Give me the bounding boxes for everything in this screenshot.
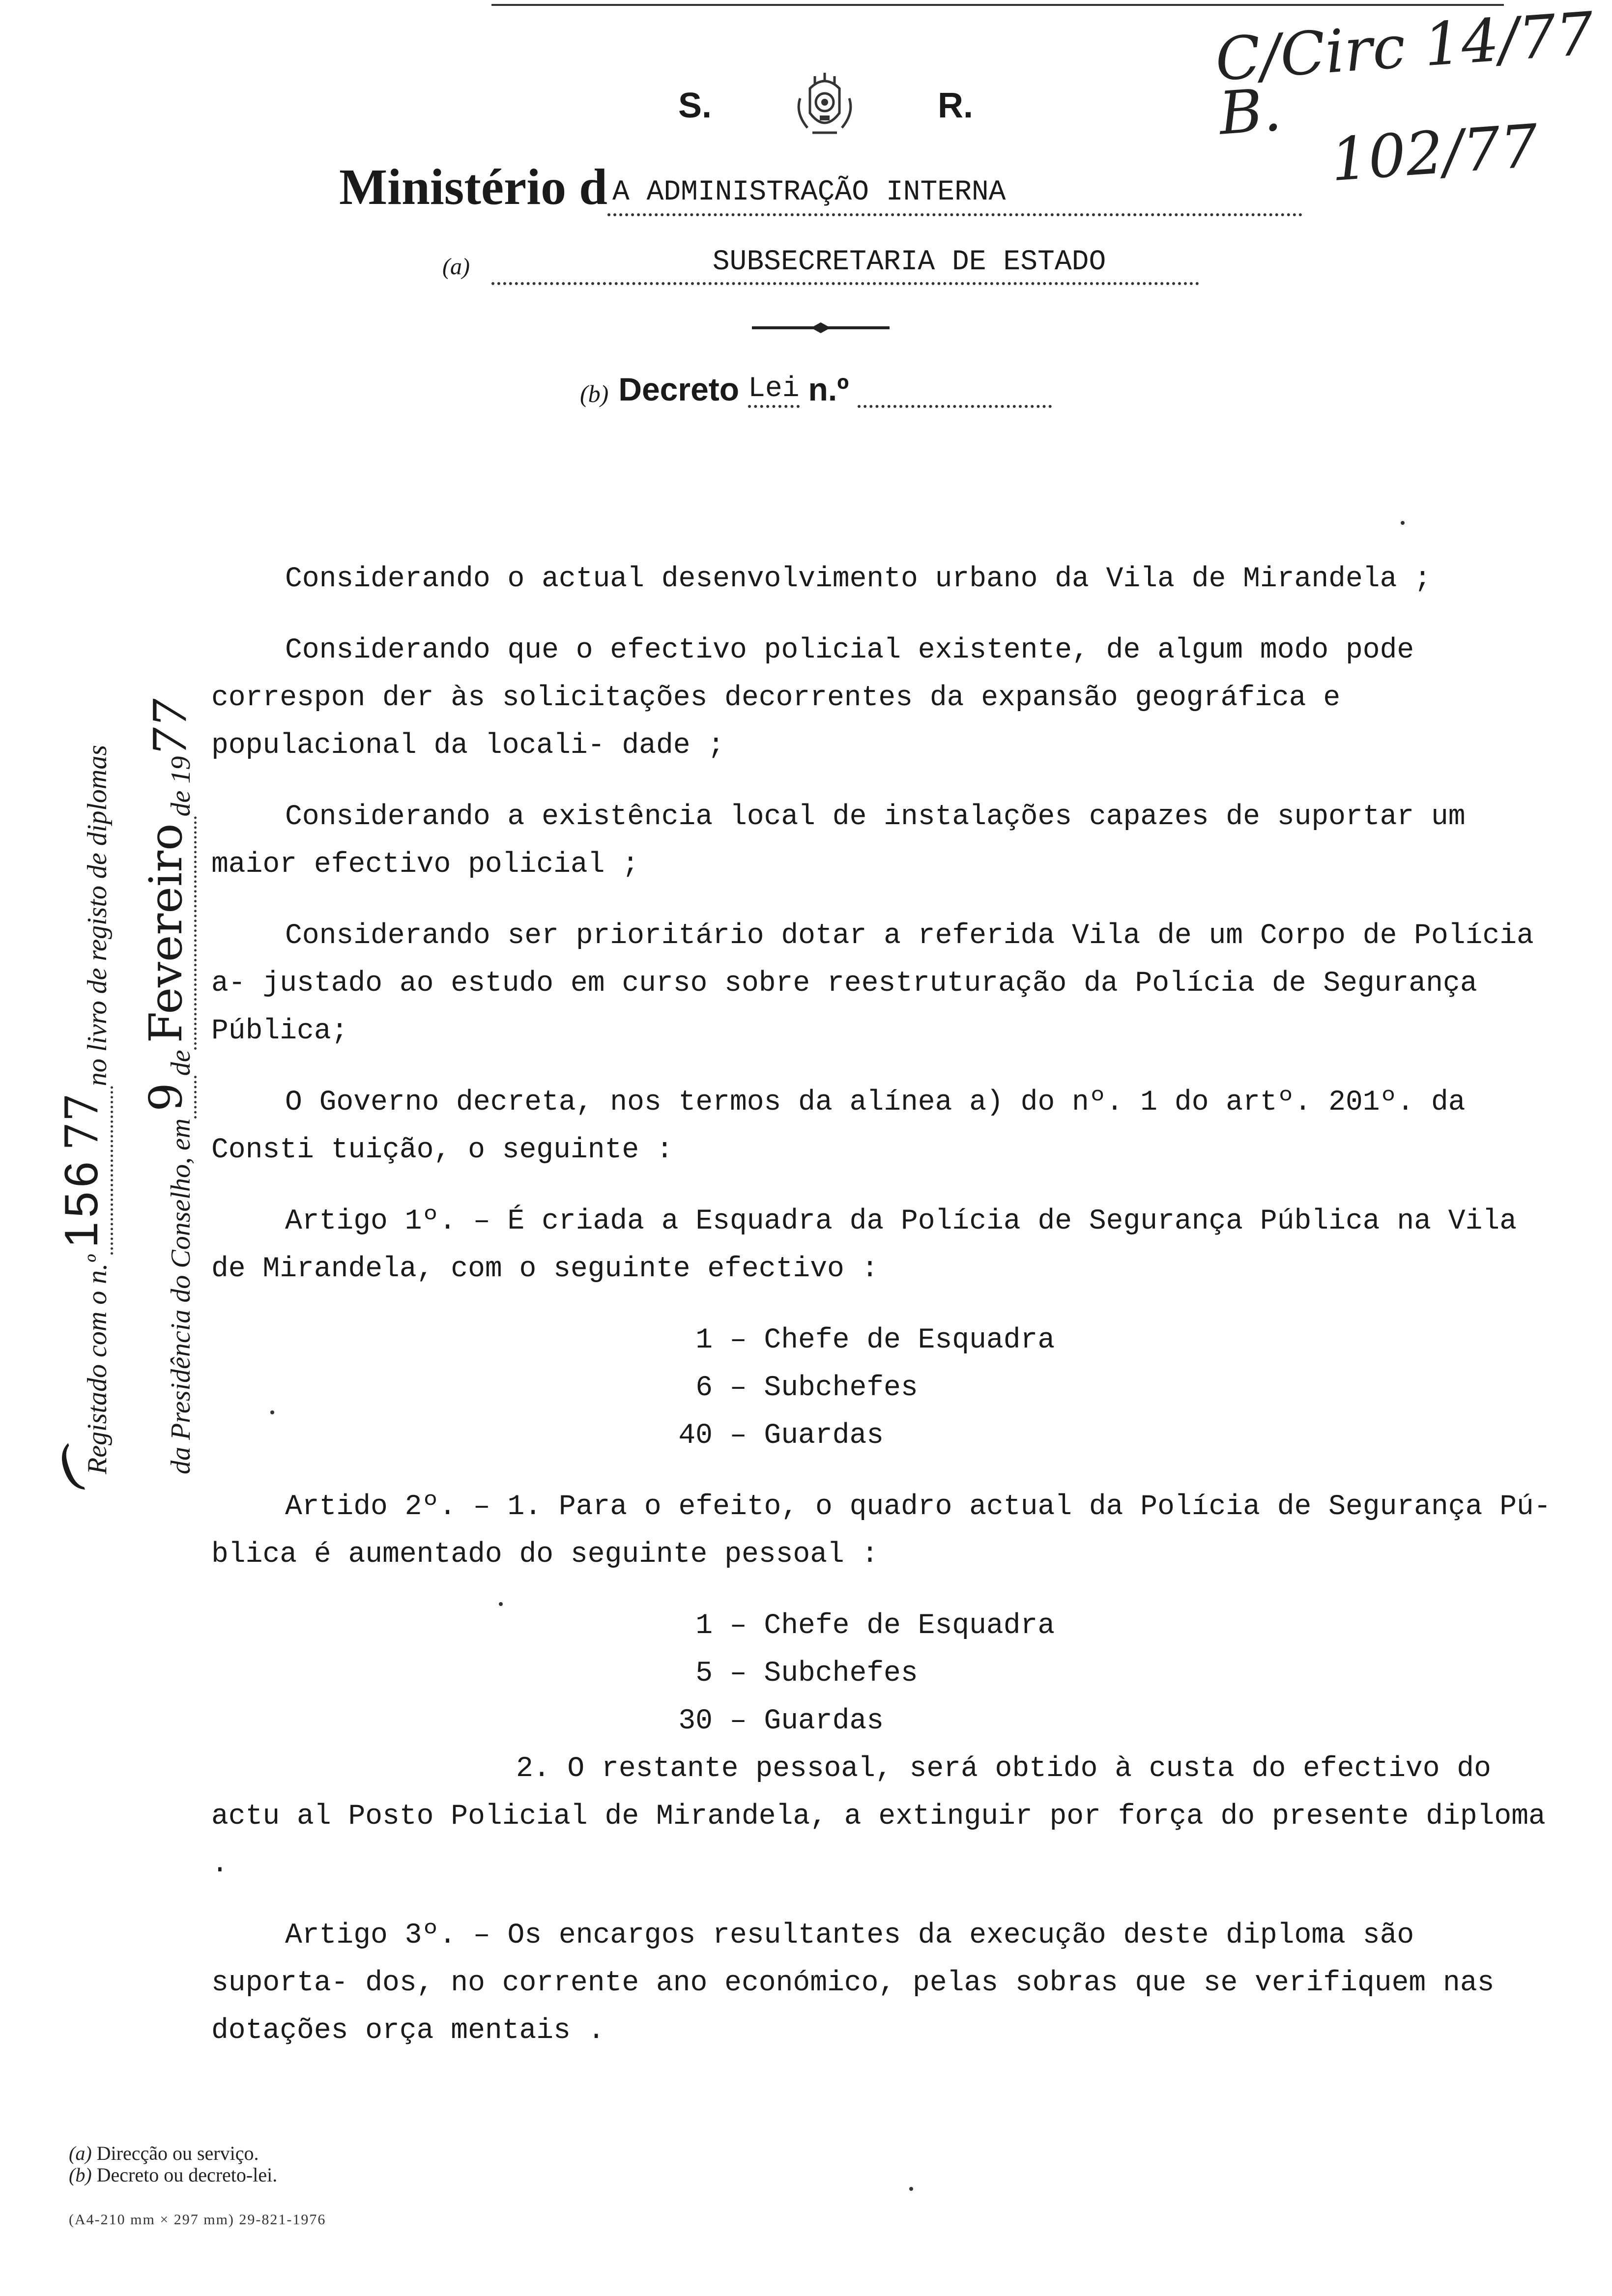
registration-number-field [55,1086,113,1255]
letterhead [678,69,973,143]
article-2-point-2: 2. O restante pessoal, será obtido à custa do efectivo do actu al Posto Policial de Mirandela, a extinguir por força do presente diploma . [211,1753,1546,1880]
department-label: (a) [442,254,470,280]
list-item: 1 – Chefe de Esquadra [695,1324,1055,1356]
letterhead-right-letter: R. [938,86,973,125]
decree-number-field [858,400,1052,408]
coat-of-arms-icon [785,69,864,143]
scan-speck [499,1602,503,1606]
decree-body [211,555,1553,2055]
department-line [442,241,1199,285]
handwritten-line-2: 102/77 [1328,112,1541,195]
registration-text-a: Registado com o n.º [82,1255,113,1474]
registration-year: 77 [56,1093,108,1151]
decree-line [580,359,1052,408]
ministry-line [339,152,1302,216]
article-1: Artigo 1º. – É criada a Esquadra da Polícia de Segurança Pública na Vila de Mirandela, com o seguinte efectivo : [211,1205,1517,1285]
paragraph-3: Considerando a existência local de instalações capazes de suportar um maior efectivo policial ; [211,801,1466,881]
paragraph-5: O Governo decreta, nos termos da alínea a) do nº. 1 do artº. 201º. da Consti tuição, o seguinte : [211,1087,1466,1166]
registration-number: 156 [55,1157,108,1248]
ministry-value: A ADMINISTRAÇÃO INTERNA [607,176,1302,216]
decree-lei-value: Lei [748,373,799,408]
footnote-b: (b) Decreto ou decreto-lei. [69,2164,278,2186]
letterhead-left-letter: S. [678,86,712,125]
registration-line-1 [49,541,113,1474]
list-item: 30 – Guardas [678,1705,884,1737]
ornamental-divider [752,320,890,335]
print-code: (A4-210 mm × 297 mm) 29-821-1976 [69,2211,326,2228]
registration-day: 9 [140,1076,197,1119]
list-item: 5 – Subchefes [695,1658,918,1690]
margin-bracket: ( [49,1433,90,1500]
scan-speck [1401,521,1405,525]
scan-speck [270,1410,274,1414]
decree-ref-mark: (b) [580,380,609,407]
staff-list-1 [211,1317,1553,1460]
handwritten-line-1: C/Circ 14/77 B. [1213,0,1596,148]
registration-text-d: de [166,1050,196,1076]
registration-text-b: no livro de registo de diplomas [82,745,113,1087]
registration-year-2: 77 [144,698,197,756]
list-item: 1 – Chefe de Esquadra [695,1610,1055,1642]
staff-list-2 [211,1602,1553,1745]
list-item: 6 – Subchefes [695,1372,918,1404]
footnotes [69,2143,277,2186]
paragraph-4: Considerando ser prioritário dotar a referida Vila de um Corpo de Polícia a- justado ao estudo em curso sobre reestruturação da Polícia de Segurança Pública; [211,920,1534,1047]
scan-speck [909,2187,913,2191]
decree-number-label: n.º [808,371,849,407]
decree-label: Decreto [618,371,740,407]
article-2: Artido 2º. – 1. Para o efeito, o quadro actual da Polícia de Segurança Pú- blica é aumentado do seguinte pessoal : [211,1491,1551,1571]
ministry-label: Ministério d [339,159,607,215]
footnote-a: (a) Direcção ou serviço. [69,2142,259,2164]
registration-text-e: de 19 [166,756,196,817]
registration-text-c: da Presidência do Conselho, em [166,1118,196,1474]
article-3: Artigo 3º. – Os encargos resultantes da execução deste diploma são suporta- dos, no corrente ano económico, pelas sobras que se verifiquem nas dotações orça mentais . [211,1920,1495,2047]
registration-month: Fevereiro [140,816,197,1050]
paragraph-1: Considerando o actual desenvolvimento urbano da Vila de Mirandela ; [285,563,1431,595]
paragraph-2: Considerando que o efectivo policial existente, de algum modo pode correspon der às solicitações decorrentes da expansão geográfica e populacional da locali- dade ; [211,634,1414,762]
registration-line-2 [133,541,197,1474]
top-edge-line [491,4,1504,6]
list-item: 40 – Guardas [678,1420,884,1452]
department-value: SUBSECRETARIA DE ESTADO [491,246,1199,285]
registration-stamp [49,541,206,1474]
